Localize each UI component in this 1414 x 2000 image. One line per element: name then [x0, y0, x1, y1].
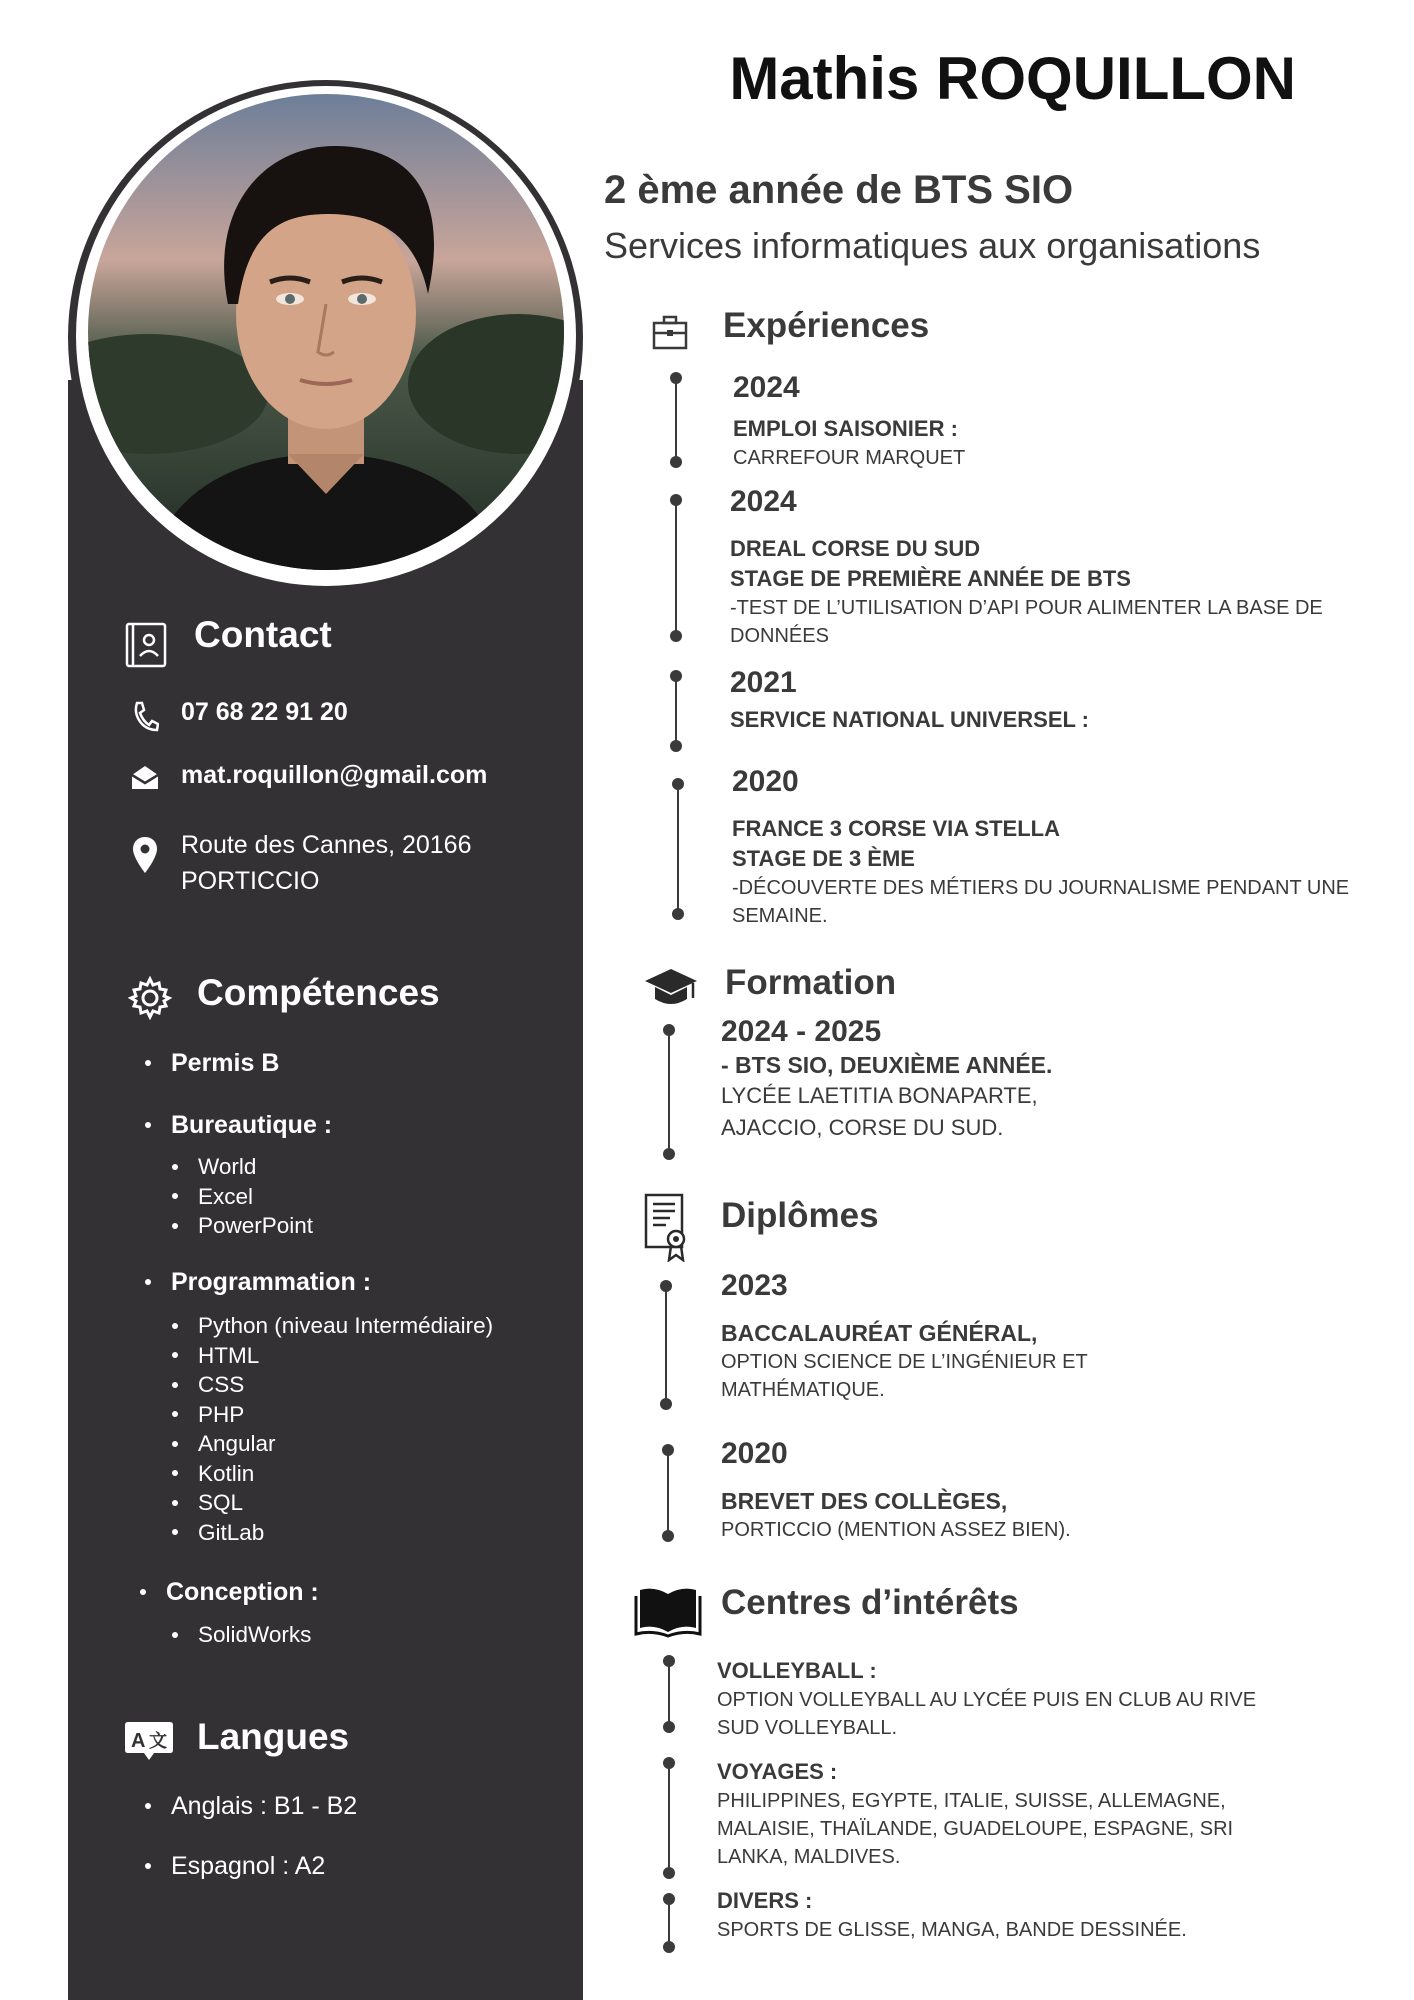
- address-line2: PORTICCIO: [181, 867, 320, 895]
- entry-description: AJACCIO, CORSE DU SUD.: [721, 1115, 1004, 1140]
- list-item: HTML: [172, 1341, 493, 1371]
- svg-text:文: 文: [149, 1731, 167, 1752]
- translate-icon: [124, 1720, 174, 1762]
- skill-category-label: Programmation :: [145, 1265, 371, 1299]
- skills-list-conception: [140, 1575, 319, 1609]
- entry-subtitle: STAGE DE PREMIÈRE ANNÉE DE BTS: [730, 566, 1131, 591]
- conception-items: [172, 1620, 311, 1650]
- interest-title: VOLLEYBALL :: [717, 1658, 877, 1683]
- timeline-dot: [670, 740, 682, 752]
- skill-category-label: Conception :: [140, 1575, 319, 1609]
- contact-book-icon: [124, 622, 168, 668]
- list-item: Excel: [172, 1182, 313, 1212]
- headline: 2 ème année de BTS SIO: [604, 168, 1074, 212]
- interest-entry: [717, 1757, 1297, 1871]
- timeline-line: [675, 676, 677, 746]
- list-item: CSS: [172, 1370, 493, 1400]
- timeline-dot: [670, 456, 682, 468]
- timeline-line: [665, 1286, 667, 1404]
- phone-icon: [131, 700, 159, 732]
- timeline-line: [675, 500, 677, 636]
- experience-entry: [732, 764, 1372, 930]
- list-item: Kotlin: [172, 1459, 493, 1489]
- timeline-dot: [672, 908, 684, 920]
- profile-photo: [88, 94, 564, 570]
- interest-description: OPTION VOLLEYBALL AU LYCÉE PUIS EN CLUB AU RIVE SUD VOLLEYBALL.: [717, 1689, 1257, 1739]
- skill-category-label: Bureautique :: [145, 1108, 332, 1142]
- interest-description: PHILIPPINES, EGYPTE, ITALIE, SUISSE, ALLEMAGNE, MALAISIE, THAÏLANDE, GUADELOUPE, ESPAGNE, SRI LANKA, MALDIVES.: [717, 1790, 1234, 1868]
- bureautique-items: [172, 1152, 313, 1241]
- diplomas-heading: Diplômes: [721, 1196, 879, 1235]
- skills-list-bureautique: [145, 1108, 332, 1142]
- entry-title: SERVICE NATIONAL UNIVERSEL :: [730, 707, 1089, 732]
- timeline-dot: [663, 1148, 675, 1160]
- timeline-dot: [663, 1867, 675, 1879]
- graduation-cap-icon: [644, 966, 698, 1010]
- entry-year: 2024 - 2025: [721, 1015, 882, 1048]
- interests-heading: Centres d’intérêts: [721, 1583, 1019, 1622]
- diploma-entry: [721, 1268, 1361, 1404]
- entry-description: CARREFOUR MARQUET: [733, 447, 966, 469]
- entry-description: -TEST DE L’UTILISATION D’API POUR ALIMENTER LA BASE DE DONNÉES: [730, 597, 1323, 647]
- email-address: mat.roquillon@gmail.com: [181, 761, 488, 789]
- timeline-line: [668, 1763, 670, 1873]
- entry-title: BREVET DES COLLÈGES,: [721, 1488, 1008, 1514]
- experience-entry: [733, 370, 1373, 472]
- entry-title: BACCALAURÉAT GÉNÉRAL,: [721, 1320, 1038, 1346]
- entry-year: 2020: [732, 765, 799, 798]
- list-item: GitLab: [172, 1518, 493, 1548]
- entry-year: 2024: [733, 371, 800, 404]
- timeline-dot: [662, 1530, 674, 1542]
- interest-title: DIVERS :: [717, 1888, 813, 1913]
- timeline-dot: [663, 1721, 675, 1733]
- skills-heading: Compétences: [197, 972, 440, 1013]
- entry-year: 2021: [730, 666, 797, 699]
- location-pin-icon: [132, 836, 158, 874]
- entry-year: 2024: [730, 485, 797, 518]
- envelope-icon: [130, 763, 160, 791]
- interest-description: SPORTS DE GLISSE, MANGA, BANDE DESSINÉE.: [717, 1919, 1187, 1941]
- entry-year: 2020: [721, 1437, 788, 1470]
- open-book-icon: [634, 1584, 702, 1638]
- skills-list-permis: [145, 1046, 279, 1080]
- interest-entry: [717, 1886, 1297, 1944]
- languages-list: [145, 1788, 357, 1884]
- certificate-icon: [642, 1192, 690, 1262]
- skill-item: Permis B: [145, 1046, 279, 1080]
- experience-entry: [730, 665, 1370, 735]
- entry-description: LYCÉE LAETITIA BONAPARTE,: [721, 1083, 1038, 1108]
- headline-subtitle: Services informatiques aux organisations: [604, 225, 1261, 266]
- entry-title: - BTS SIO, DEUXIÈME ANNÉE.: [721, 1052, 1053, 1078]
- formation-heading: Formation: [725, 963, 897, 1002]
- list-item: Python (niveau Intermédiaire): [172, 1311, 493, 1341]
- programmation-items: [172, 1311, 493, 1547]
- entry-title: EMPLOI SAISONIER :: [733, 416, 958, 441]
- interest-title: VOYAGES :: [717, 1759, 838, 1784]
- list-item: PowerPoint: [172, 1211, 313, 1241]
- timeline-dot: [660, 1398, 672, 1410]
- contact-heading: Contact: [194, 614, 332, 655]
- briefcase-icon: [652, 314, 688, 350]
- timeline-dot: [670, 630, 682, 642]
- timeline-dot: [663, 1941, 675, 1953]
- entry-title: DREAL CORSE DU SUD: [730, 536, 981, 561]
- timeline-line: [667, 1450, 669, 1536]
- languages-heading: Langues: [197, 1716, 350, 1757]
- candidate-name: Mathis ROQUILLON: [729, 45, 1296, 112]
- skills-list-programmation: [145, 1265, 371, 1299]
- diploma-entry: [721, 1436, 1361, 1544]
- list-item: PHP: [172, 1400, 493, 1430]
- timeline-line: [677, 784, 679, 914]
- phone-number: 07 68 22 91 20: [181, 698, 348, 726]
- entry-subtitle: STAGE DE 3 ÈME: [732, 846, 915, 871]
- entry-title: FRANCE 3 CORSE VIA STELLA: [732, 816, 1060, 841]
- entry-description: -DÉCOUVERTE DES MÉTIERS DU JOURNALISME PENDANT UNE SEMAINE.: [732, 877, 1350, 927]
- timeline-line: [668, 1661, 670, 1727]
- interest-entry: [717, 1656, 1277, 1742]
- timeline-line: [668, 1899, 670, 1947]
- address-line1: Route des Cannes, 20166: [181, 831, 472, 859]
- timeline-line: [675, 378, 677, 462]
- list-item: SolidWorks: [172, 1620, 311, 1650]
- list-item: Angular: [172, 1429, 493, 1459]
- experiences-heading: Expériences: [723, 306, 930, 345]
- entry-description: OPTION SCIENCE DE L’INGÉNIEUR ET MATHÉMATIQUE.: [721, 1351, 1088, 1401]
- list-item: World: [172, 1152, 313, 1182]
- entry-description: PORTICCIO (MENTION ASSEZ BIEN).: [721, 1519, 1071, 1541]
- formation-entry: [721, 1014, 1361, 1144]
- list-item: SQL: [172, 1488, 493, 1518]
- experience-entry: [730, 484, 1370, 650]
- language-item: Espagnol : A2: [145, 1848, 357, 1884]
- language-item: Anglais : B1 - B2: [145, 1788, 357, 1824]
- gear-icon: [128, 976, 172, 1020]
- svg-text:A: A: [131, 1730, 146, 1752]
- timeline-line: [668, 1030, 670, 1154]
- entry-year: 2023: [721, 1269, 788, 1302]
